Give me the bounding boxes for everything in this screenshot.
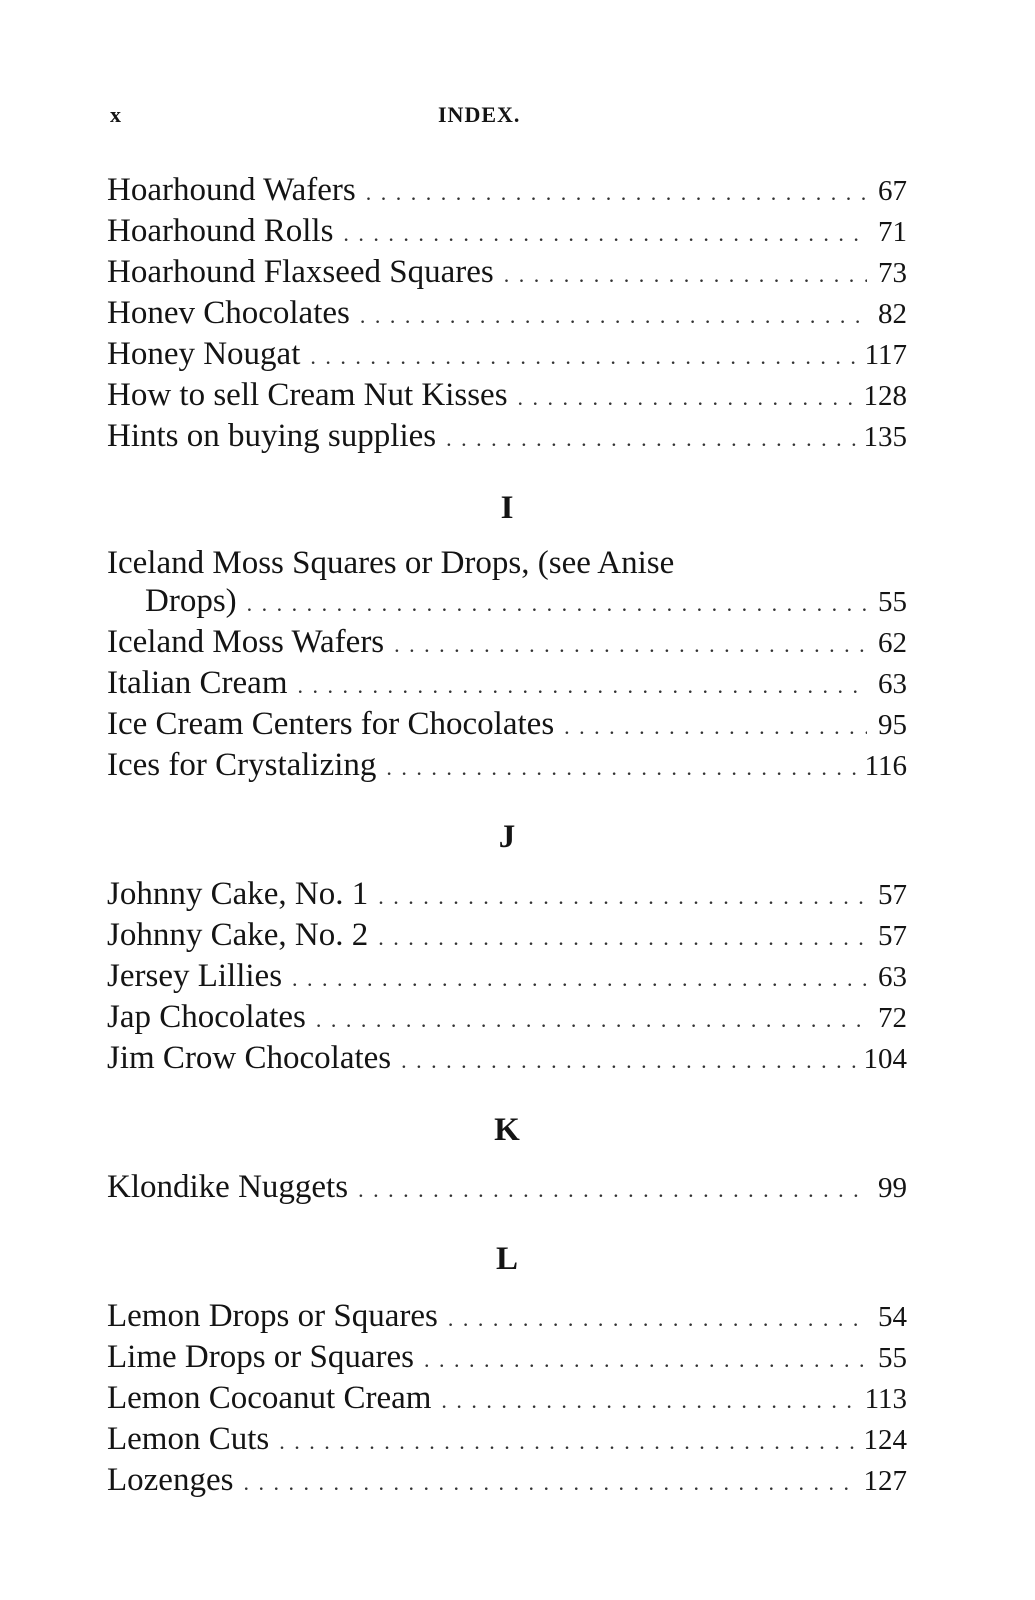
dot-leader	[298, 665, 867, 706]
index-entry	[107, 1296, 907, 1337]
dot-leader	[279, 1421, 857, 1462]
entry-page-number: 63	[878, 961, 907, 993]
running-head	[110, 102, 910, 132]
dot-leader	[394, 624, 867, 665]
dot-leader	[446, 418, 857, 459]
entry-page-number: 116	[864, 750, 907, 782]
section-h	[107, 170, 907, 457]
entry-page-number: 99	[878, 1172, 907, 1204]
entry-title: Lozenges	[107, 1462, 234, 1498]
entry-page-number: 55	[878, 1342, 907, 1374]
dot-leader	[378, 917, 867, 958]
entry-page-number: 113	[864, 1383, 907, 1415]
index-entry-continuation	[107, 581, 907, 622]
dot-leader	[360, 295, 867, 336]
index-entry	[107, 1419, 907, 1460]
entry-title: Johnny Cake, No. 2	[107, 917, 369, 953]
entry-page-number: 124	[863, 1424, 907, 1456]
entry-title: Hoarhound Rolls	[107, 213, 334, 249]
entry-page-number: 62	[878, 627, 907, 659]
entry-page-number: 73	[878, 257, 907, 289]
dot-leader	[448, 1298, 867, 1339]
entry-page-number: 82	[878, 298, 907, 330]
entry-title: Iceland Moss Wafers	[107, 624, 385, 660]
index-entry	[107, 956, 907, 997]
entry-page-number: 57	[878, 879, 907, 911]
index-entry	[107, 170, 907, 211]
dot-leader	[310, 336, 858, 377]
entry-title: Honey Nougat	[107, 336, 301, 372]
entry-page-number: 95	[878, 709, 907, 741]
entry-title: Hoarhound Flaxseed Squares	[107, 254, 494, 290]
entry-page-number: 127	[863, 1465, 907, 1497]
entry-title: Klondike Nuggets	[107, 1169, 349, 1205]
entry-page-number: 117	[864, 339, 907, 371]
entry-page-number: 67	[878, 175, 907, 207]
index-entry	[107, 997, 907, 1038]
index-entry	[107, 704, 907, 745]
dot-leader	[386, 747, 858, 788]
section-letter: J	[498, 819, 516, 855]
section-j	[107, 819, 907, 1079]
index-entry	[107, 745, 907, 786]
dot-leader	[366, 172, 867, 213]
section-l	[107, 1241, 907, 1501]
dot-leader	[247, 583, 867, 624]
index-entry	[107, 1460, 907, 1501]
index-entry	[107, 293, 907, 334]
entry-title: How to sell Cream Nut Kisses	[107, 377, 508, 413]
section-letter: L	[495, 1241, 518, 1277]
entry-title: Lemon Cuts	[107, 1421, 270, 1457]
index-entry	[107, 334, 907, 375]
entry-page-number: 72	[878, 1002, 907, 1034]
index-entry	[107, 375, 907, 416]
index-entry	[107, 211, 907, 252]
page-title: INDEX.	[438, 102, 521, 127]
index-entry	[107, 416, 907, 457]
entry-title: Ice Cream Centers for Chocolates	[107, 706, 555, 742]
index-entry	[107, 1038, 907, 1079]
section-i	[107, 490, 907, 786]
entry-title: Jim Crow Chocolates	[107, 1040, 392, 1076]
section-letter: K	[494, 1112, 520, 1148]
entry-title: Italian Cream	[107, 665, 288, 701]
dot-leader	[518, 377, 858, 418]
entry-title: Johnny Cake, No. 1	[107, 876, 369, 912]
dot-leader	[441, 1380, 858, 1421]
dot-leader	[424, 1339, 867, 1380]
page-folio: x	[110, 102, 121, 127]
entry-title-line2: Drops)	[145, 583, 237, 619]
entry-title: Hints on buying supplies	[107, 418, 437, 454]
index-entry	[107, 874, 907, 915]
entry-title: Jap Chocolates	[107, 999, 306, 1035]
section-letter: I	[500, 490, 514, 526]
index-entry	[107, 1167, 907, 1208]
entry-title: Lemon Drops or Squares	[107, 1298, 438, 1334]
dot-leader	[343, 213, 867, 254]
index-entry	[107, 1337, 907, 1378]
entry-title: Lemon Cocoanut Cream	[107, 1380, 432, 1416]
index-entry	[107, 915, 907, 956]
entry-page-number: 57	[878, 920, 907, 952]
entry-page-number: 71	[878, 216, 907, 248]
entry-title-line1: Iceland Moss Squares or Drops, (see Anise	[107, 545, 675, 581]
index-entry	[107, 663, 907, 704]
dot-leader	[358, 1169, 867, 1210]
index-entry	[107, 622, 907, 663]
entry-title: Honev Chocolates	[107, 295, 350, 331]
entry-page-number: 63	[878, 668, 907, 700]
index-entry	[107, 1378, 907, 1419]
section-k	[107, 1112, 907, 1208]
index-entry	[107, 252, 907, 293]
entry-title: Hoarhound Wafers	[107, 172, 356, 208]
entry-page-number: 128	[863, 380, 907, 412]
dot-leader	[292, 958, 867, 999]
entry-page-number: 54	[878, 1301, 907, 1333]
entry-page-number: 135	[863, 421, 907, 453]
dot-leader	[401, 1040, 857, 1081]
dot-leader	[378, 876, 867, 917]
entry-page-number: 55	[878, 586, 907, 618]
entry-title: Ices for Crystalizing	[107, 747, 377, 783]
dot-leader	[243, 1462, 857, 1503]
index-entry-multiline	[107, 545, 907, 622]
entry-title: Jersey Lillies	[107, 958, 283, 994]
entry-title: Lime Drops or Squares	[107, 1339, 415, 1375]
dot-leader	[504, 254, 867, 295]
entry-page-number: 104	[863, 1043, 907, 1075]
dot-leader	[564, 706, 867, 747]
index-content	[107, 170, 907, 1501]
dot-leader	[316, 999, 867, 1040]
